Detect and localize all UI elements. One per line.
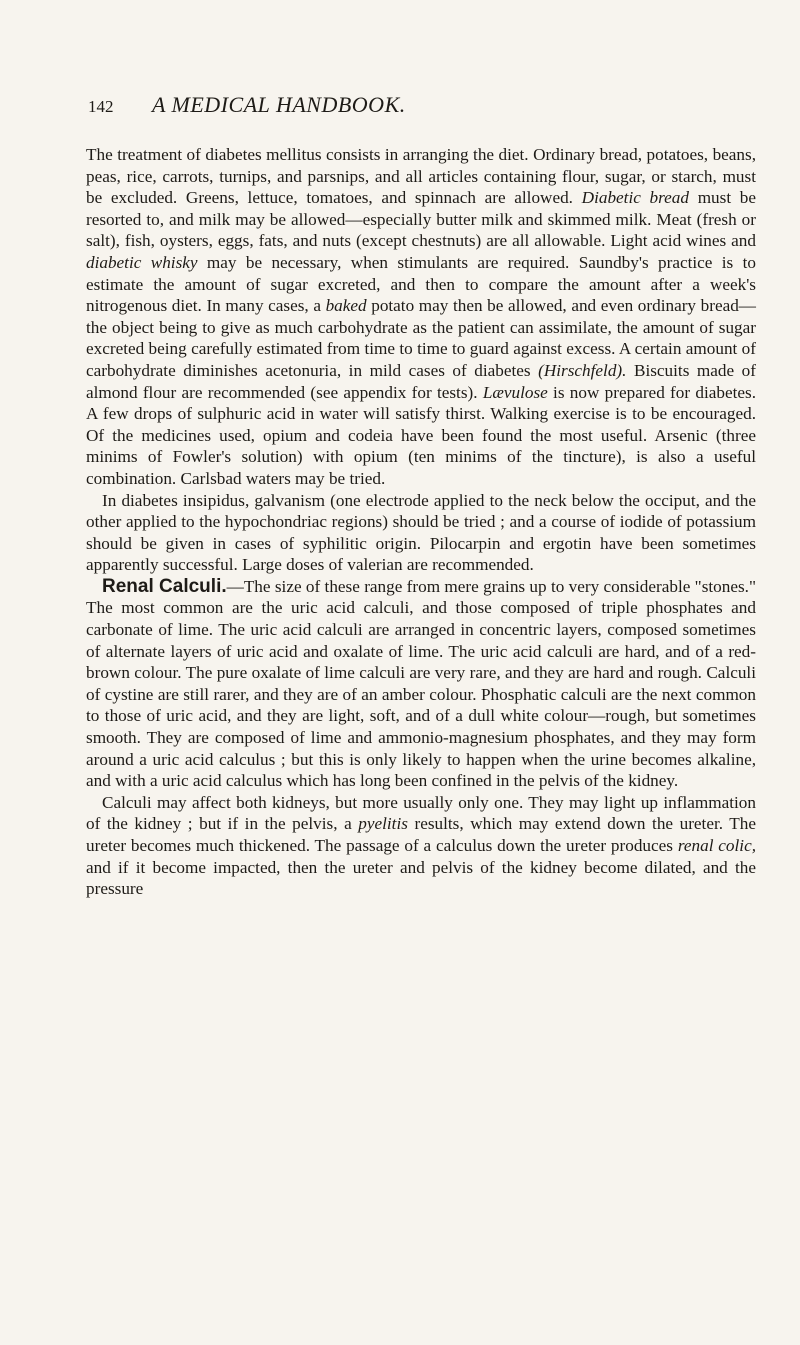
text-run: Calculi may affect both kidneys, but more usually only one. They may light up inflammation of the kidney ; but if in the pelvis, a	[86, 792, 756, 834]
page-number: 142	[88, 97, 114, 116]
body-text	[86, 144, 756, 900]
paragraph-renal-calculi	[86, 576, 756, 792]
page-header	[88, 92, 740, 118]
italic-term: baked	[325, 296, 367, 316]
paragraph-diabetes-mellitus	[86, 144, 756, 490]
text-run: —The size of these range from mere grains up to very considerable "stones." The most common are the uric acid calculi, and those composed of triple phosphates and carbonate of lime. The uric acid calculi are arranged in concentric layers, composed sometimes of alternate layers of uric acid and oxalate of lime. The uric acid calculi are hard, and of a red-brown colour. The pure oxalate of lime calculi are very rare, and they are hard and rough. Calculi of cystine are still rarer, and they are of an amber colour. Phosphatic calculi are the next common to those of uric acid, and they are light, soft, and of a dull white colour—rough, but sometimes smooth. They are composed of lime and ammonio-magnesium phosphates, and they may form around a uric acid calculus ; but this is only likely to happen when the urine becomes alkaline, and with a uric acid calculus which has long been confined in the pelvis of the kidney.	[86, 576, 756, 791]
text-run: results, which may extend down the ureter. The ureter becomes much thickened. The passage of a calculus down the ureter produces	[86, 814, 756, 855]
italic-term: renal colic,	[677, 836, 757, 855]
text-run: Biscuits made of almond flour are recommended (see appendix for tests).	[86, 360, 757, 402]
text-run: potato may then be allowed, and even ordinary bread—the object being to give as much carbohydrate as the patient can assimilate, the amount of sugar excreted being carefully estimated from time to time to guard against excess. A certain amount of carbohydrate diminishes acetonuria, in mild cases of diabetes	[86, 296, 756, 380]
text-run: The treatment of diabetes mellitus consists in arranging the diet. Ordinary bread, potatoes, beans, peas, rice, carrots, turnips, and parsnips, and all articles containing flour, sugar, or starch, must be excluded. Greens, lettuce, tomatoes, and spinnach are allowed.	[86, 145, 756, 208]
text-run: is now prepared for diabetes. A few drops of sulphuric acid in water will satisfy thirst. Walking exercise is to be encouraged. Of the medicines used, opium and codeia have been found the most useful. Arsenic (three minims of Fowler's solution) with opium (ten minims of the tincture), is also a useful combination. Carlsbad waters may be tried.	[86, 382, 756, 488]
running-title: A MEDICAL HANDBOOK.	[152, 92, 406, 117]
italic-term: diabetic whisky	[86, 252, 198, 272]
paragraph-calculi-effects	[86, 792, 756, 900]
text-run: must be resorted to, and milk may be allowed—especially butter milk and skimmed milk. Meat (fresh or salt), fish, oysters, eggs, fats, and nuts (except chestnuts) are all allowable. Light acid wines and	[86, 188, 757, 251]
section-heading: Renal Calculi.	[102, 575, 227, 597]
italic-term: pyelitis	[358, 814, 408, 834]
text-run: and if it become impacted, then the ureter and pelvis of the kidney become dilated, and the pressure	[86, 857, 756, 899]
italic-term: (Hirschfeld).	[538, 360, 627, 380]
text-run: may be necessary, when stimulants are required. Saundby's practice is to estimate the amount of sugar excreted, and then to compare the amount after a week's nitrogenous diet. In many cases, a	[86, 252, 756, 316]
italic-term: Lævulose	[482, 382, 548, 402]
italic-term: Diabetic bread	[581, 188, 689, 208]
paragraph-diabetes-insipidus: In diabetes insipidus, galvanism (one electrode applied to the neck below the occiput, and the other applied to the hypochondriac regions) should be tried ; and a course of iodide of potassium should be given in cases of syphilitic origin. Pilocarpin and ergotin have been sometimes apparently successful. Large doses of valerian are recommended.	[86, 490, 756, 575]
